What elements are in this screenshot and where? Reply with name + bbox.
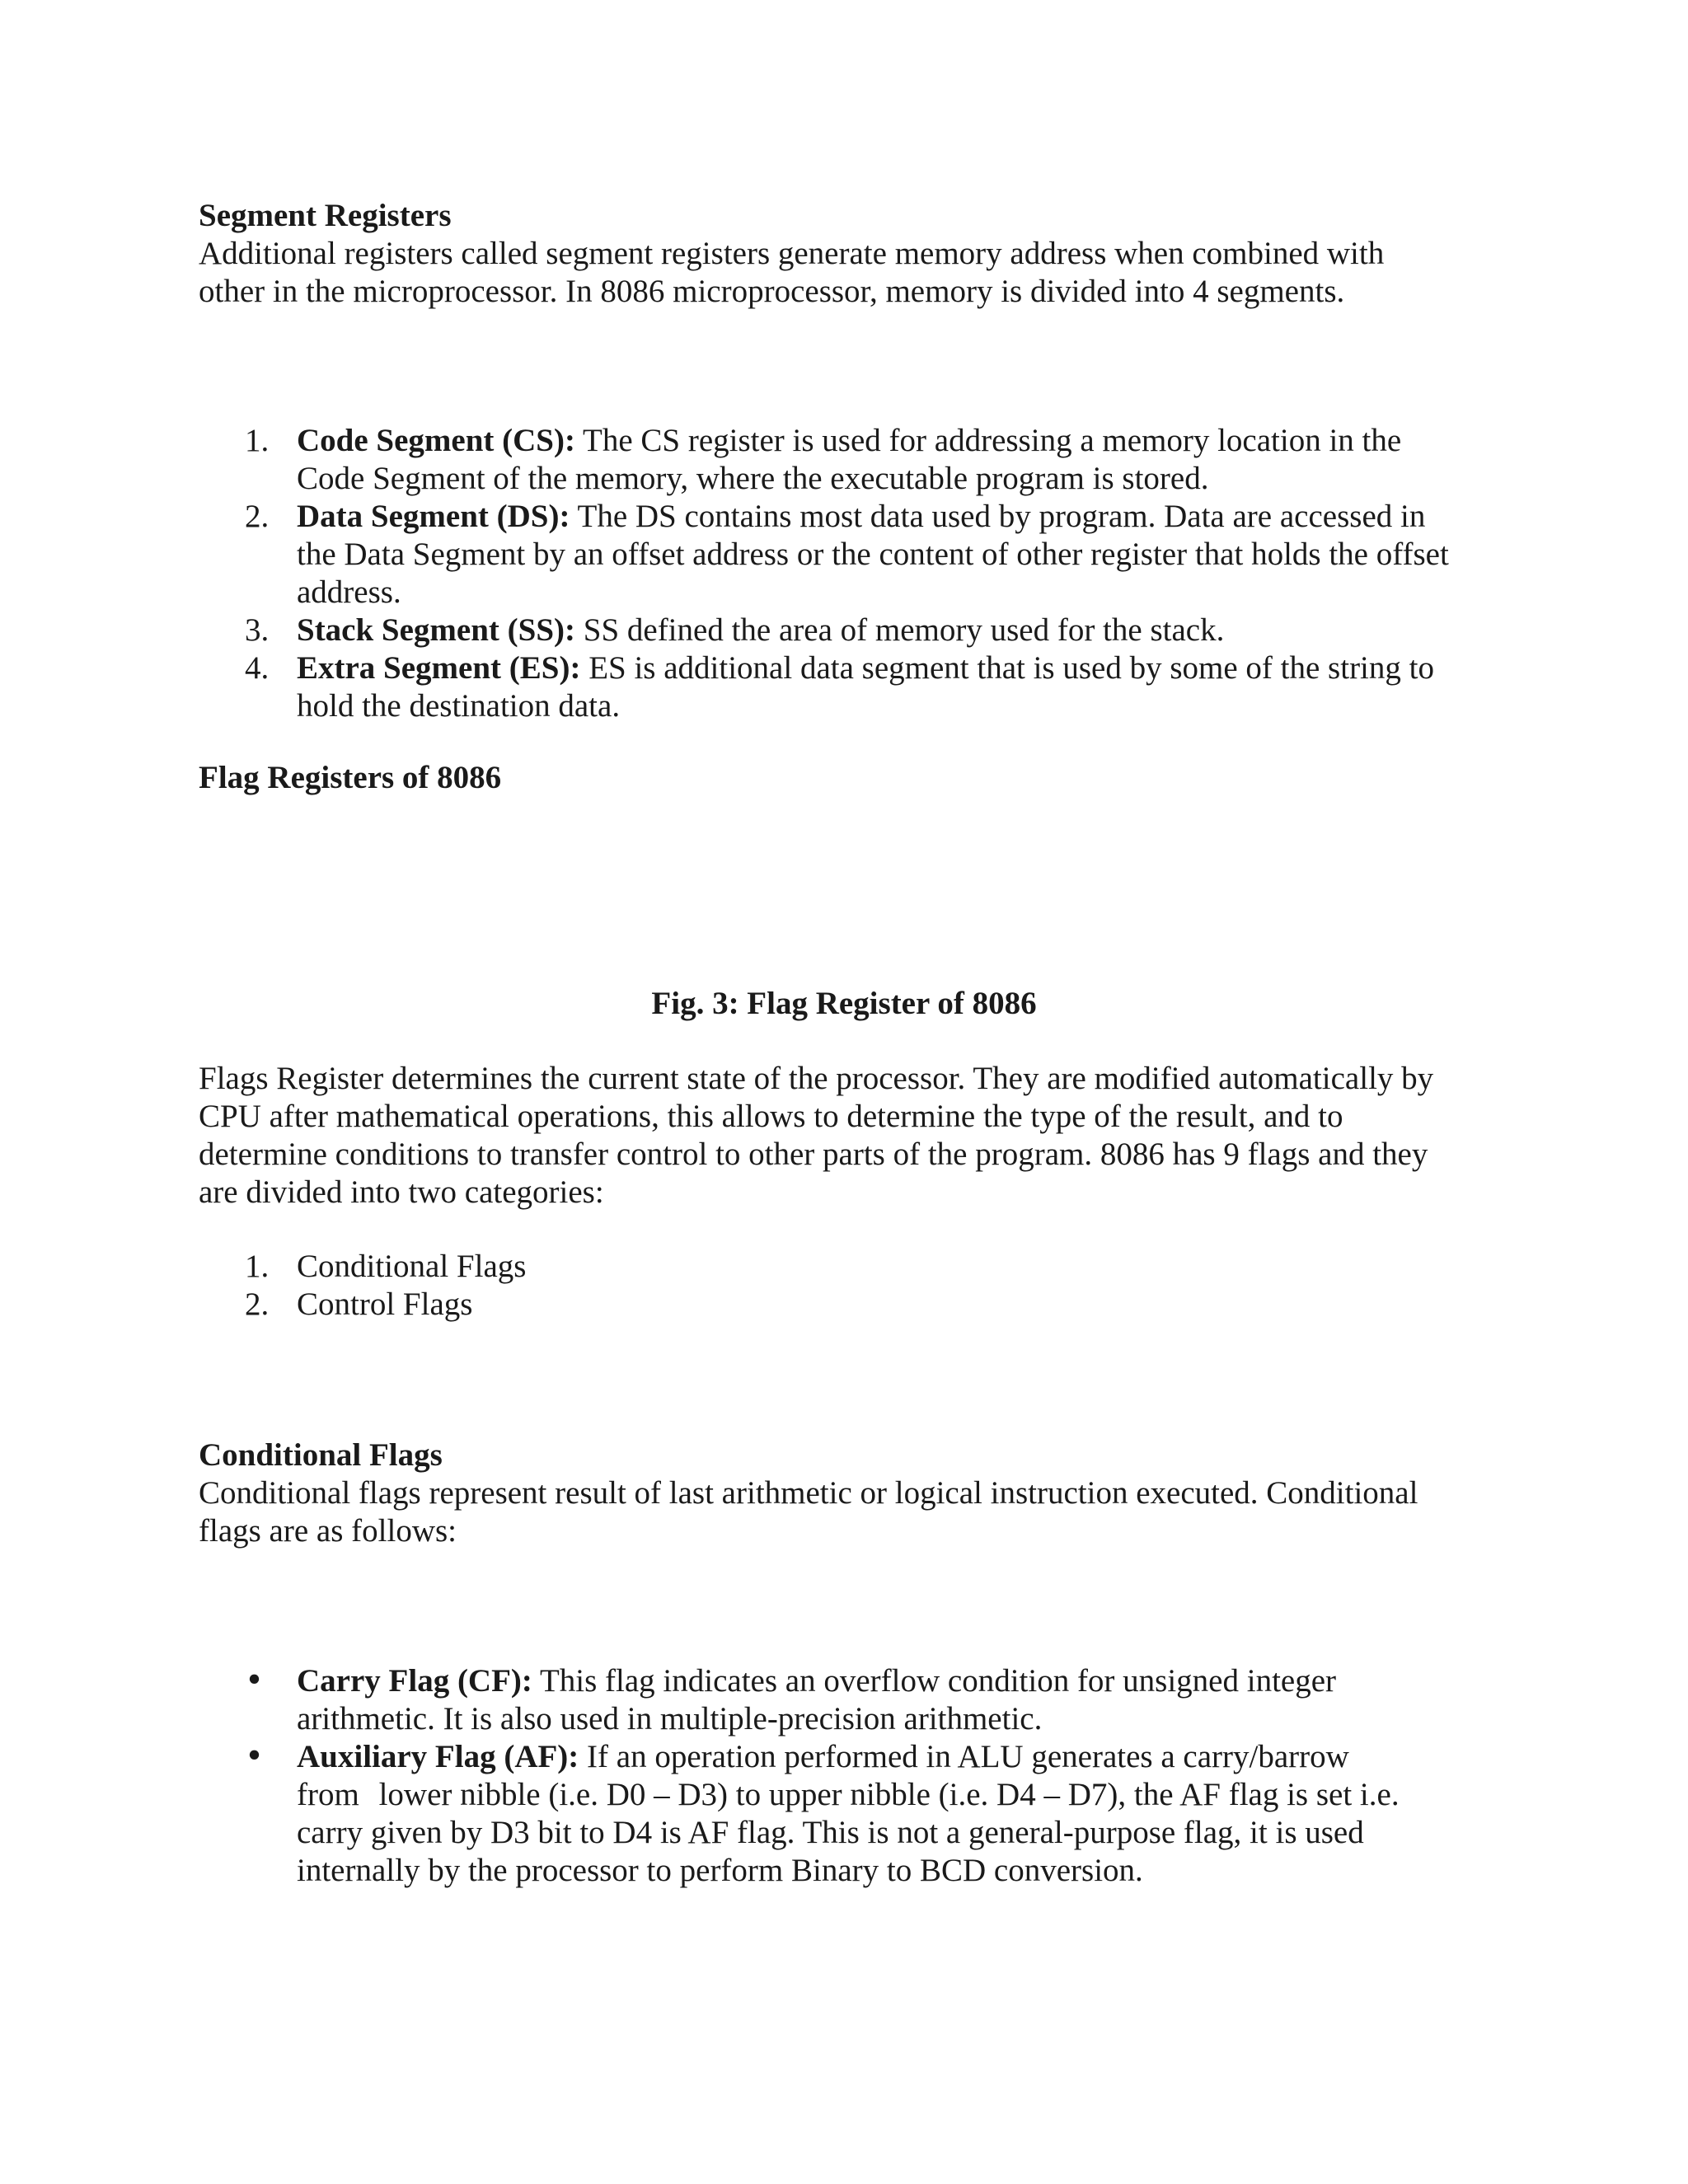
conditional-flags-section (199, 1436, 1501, 1550)
segment-text: Code Segment of the memory, where the executable program is stored. (297, 461, 1209, 496)
flags-description-line: Flags Register determines the current state of the processor. They are modified automatically by (199, 1061, 1434, 1096)
figure-caption: Fig. 3: Flag Register of 8086 (651, 986, 1037, 1021)
segment-term: Code Segment (CS): (297, 423, 575, 458)
flags-description-line: CPU after mathematical operations, this allows to determine the type of the result, and to (199, 1099, 1343, 1134)
conditional-flags-intro-line: Conditional flags represent result of last arithmetic or logical instruction executed. Conditional (199, 1475, 1418, 1511)
list-number: 2. (245, 499, 270, 534)
flag-term: Carry Flag (CF): (297, 1663, 532, 1699)
conditional-flags-intro-line: flags are as follows: (199, 1513, 457, 1549)
segment-registers-heading: Segment Registers (199, 198, 452, 233)
flag-text: lower nibble (i.e. D0 – D3) to upper nibble (i.e. D4 – D7), the AF flag is set i.e. (378, 1777, 1400, 1812)
list-item (199, 1286, 1517, 1324)
flag-text: internally by the processor to perform Binary to BCD conversion. (297, 1853, 1143, 1888)
flag-text: from (297, 1777, 359, 1812)
flag-registers-heading: Flag Registers of 8086 (199, 760, 502, 795)
segment-list (199, 422, 1517, 725)
list-number: 2. (245, 1286, 270, 1322)
list-number: 3. (245, 612, 270, 648)
list-item (199, 649, 1517, 725)
flag-registers-heading-block (199, 759, 1501, 797)
flag-text: arithmetic. It is also used in multiple-precision arithmetic. (297, 1701, 1043, 1736)
flag-text: This flag indicates an overflow condition for unsigned integer (532, 1663, 1337, 1699)
list-number: 1. (245, 423, 270, 458)
category-label: Control Flags (297, 1286, 473, 1322)
flags-description-line: are divided into two categories: (199, 1174, 604, 1210)
flag-term: Auxiliary Flag (AF): (297, 1739, 579, 1774)
segment-text: the Data Segment by an offset address or the content of other register that holds the offset (297, 537, 1449, 572)
flags-description-line: determine conditions to transfer control to other parts of the program. 8086 has 9 flags and they (199, 1137, 1428, 1172)
segment-text: The CS register is used for addressing a memory location in the (574, 423, 1402, 458)
list-number: 1. (245, 1249, 270, 1284)
segment-registers-intro-line: Additional registers called segment registers generate memory address when combined with (199, 236, 1385, 271)
list-item (199, 422, 1517, 498)
conditional-flags-heading: Conditional Flags (199, 1437, 443, 1473)
segment-text: The DS contains most data used by program. Data are accessed in (570, 499, 1426, 534)
segment-text: ES is additional data segment that is used by some of the string to (580, 650, 1434, 686)
bullet-icon: • (245, 1662, 265, 1699)
bullet-icon: • (245, 1738, 265, 1775)
segment-term: Extra Segment (ES): (297, 650, 581, 686)
flag-categories-list (199, 1248, 1517, 1324)
segment-text: hold the destination data. (297, 688, 621, 724)
conditional-flags-list (199, 1662, 1517, 1890)
segment-registers-section (199, 197, 1501, 311)
list-number: 4. (245, 650, 270, 686)
list-item (199, 612, 1517, 649)
flag-text: carry given by D3 bit to D4 is AF flag. This is not a general-purpose flag, it is used (297, 1815, 1364, 1850)
flag-text: If an operation performed in ALU generates a carry/barrow (579, 1739, 1349, 1774)
segment-registers-intro-line: other in the microprocessor. In 8086 microprocessor, memory is divided into 4 segments. (199, 274, 1345, 309)
category-label: Conditional Flags (297, 1249, 527, 1284)
list-item (199, 1662, 1517, 1738)
list-item (199, 498, 1517, 612)
segment-text: address. (297, 574, 401, 610)
segment-term: Stack Segment (SS): (297, 612, 575, 648)
flags-description (199, 1060, 1550, 1212)
segment-term: Data Segment (DS): (297, 499, 570, 534)
segment-text: SS defined the area of memory used for the stack. (575, 612, 1225, 648)
list-item (199, 1248, 1517, 1286)
list-item (199, 1738, 1517, 1890)
